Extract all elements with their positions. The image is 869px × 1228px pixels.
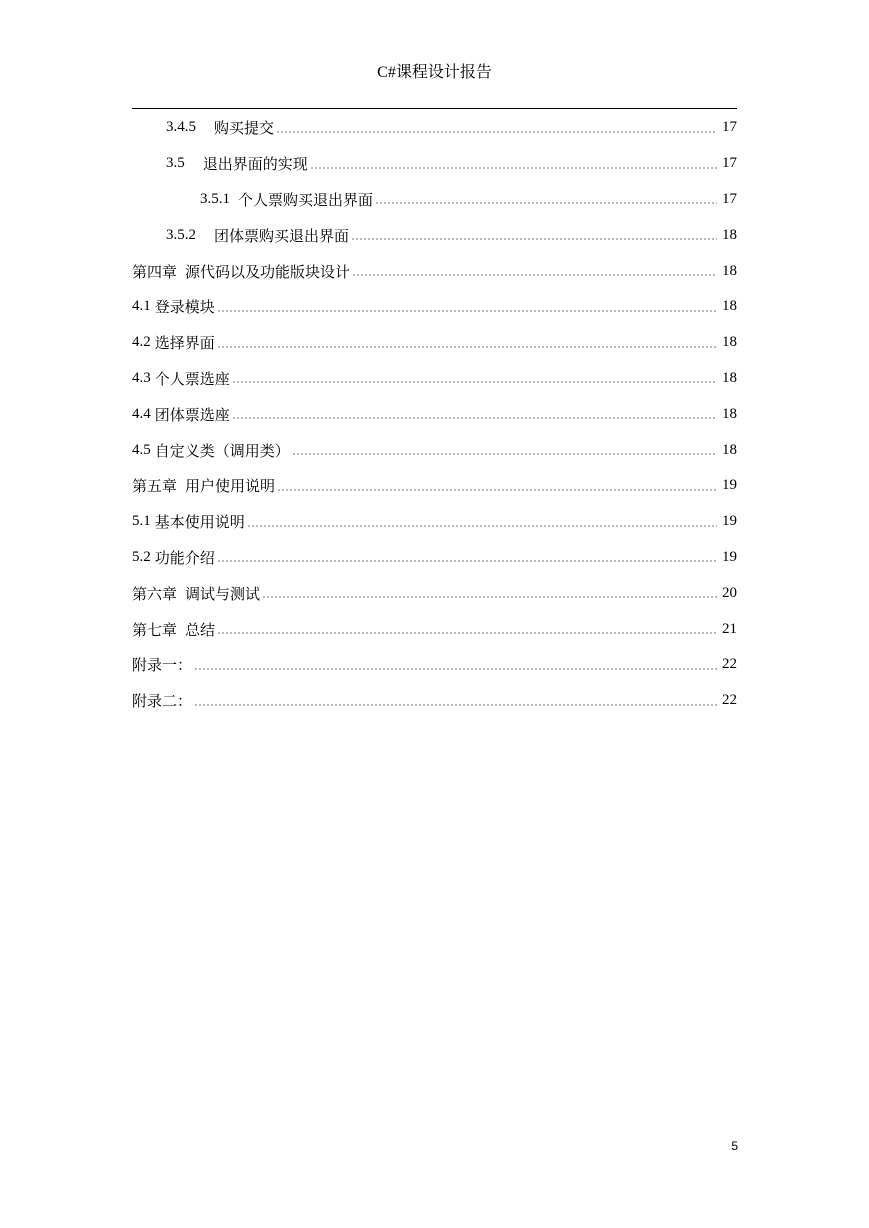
toc-entry-number: 4.4 [132, 405, 151, 422]
toc-dot-leader [247, 524, 717, 528]
toc-entry[interactable] [132, 647, 737, 683]
header-divider [132, 108, 737, 109]
toc-entry-number: 附录一： [132, 658, 193, 675]
toc-dot-leader [292, 452, 717, 456]
toc-entry[interactable] [132, 146, 737, 182]
toc-entry-page: 19 [722, 548, 737, 565]
toc-entry-title: 基本使用说明 [154, 515, 245, 532]
toc-dot-leader [310, 166, 717, 170]
toc-entry[interactable] [132, 540, 737, 576]
toc-entry-page: 18 [722, 405, 737, 422]
toc-dot-leader [232, 380, 717, 384]
toc-dot-leader [351, 237, 717, 241]
toc-entry-number: 4.2 [132, 334, 151, 351]
toc-entry-title: 团体票选座 [154, 407, 230, 424]
toc-entry-title: 源代码以及功能版块设计 [185, 264, 351, 281]
toc-entry-number: 5.1 [132, 513, 151, 530]
toc-entry-number: 第七章 [132, 622, 178, 639]
toc-entry-page: 18 [722, 262, 737, 279]
toc-entry[interactable] [132, 396, 737, 432]
toc-entry-page: 18 [722, 226, 737, 243]
toc-entry-page: 22 [722, 656, 737, 673]
toc-entry-title: 购买提交 [214, 121, 275, 138]
toc-entry-title: 团体票购买退出界面 [214, 228, 350, 245]
table-of-contents [132, 110, 737, 719]
toc-entry-page: 18 [722, 441, 737, 458]
toc-entry-number: 3.5.1 [200, 190, 230, 207]
toc-dot-leader [277, 488, 717, 492]
toc-dot-leader [276, 130, 717, 134]
toc-dot-leader [217, 631, 717, 635]
toc-entry-page: 19 [722, 513, 737, 530]
toc-entry-title: 退出界面的实现 [202, 157, 308, 174]
toc-entry-title: 选择界面 [154, 336, 215, 353]
toc-entry[interactable] [132, 361, 737, 397]
page-number: 5 [731, 1139, 738, 1153]
toc-entry-title: 功能介绍 [154, 550, 215, 567]
toc-dot-leader [217, 345, 717, 349]
page-header-title: C#课程设计报告 [377, 64, 492, 81]
toc-entry[interactable] [132, 611, 737, 647]
toc-entry[interactable] [132, 575, 737, 611]
toc-dot-leader [194, 667, 717, 671]
toc-entry-page: 17 [722, 190, 737, 207]
toc-entry[interactable] [132, 432, 737, 468]
toc-dot-leader [194, 703, 717, 707]
toc-dot-leader [217, 309, 717, 313]
toc-dot-leader [352, 273, 717, 277]
toc-entry-number: 第六章 [132, 586, 178, 603]
toc-entry-number: 4.3 [132, 369, 151, 386]
toc-entry-number: 4.5 [132, 441, 151, 458]
toc-dot-leader [262, 595, 717, 599]
toc-entry-title: 个人票选座 [154, 371, 230, 388]
toc-entry[interactable] [132, 504, 737, 540]
toc-entry-page: 19 [722, 477, 737, 494]
toc-entry-number: 3.4.5 [166, 119, 196, 136]
toc-entry-page: 18 [722, 298, 737, 315]
toc-entry[interactable] [132, 683, 737, 719]
toc-entry-title: 调试与测试 [185, 586, 261, 603]
toc-entry-title: 总结 [185, 622, 216, 639]
toc-dot-leader [232, 416, 717, 420]
toc-entry-page: 17 [722, 119, 737, 136]
toc-entry-page: 17 [722, 155, 737, 172]
toc-entry-number: 第五章 [132, 479, 178, 496]
toc-entry-title: 用户使用说明 [185, 479, 276, 496]
toc-entry-number: 4.1 [132, 298, 151, 315]
toc-entry-number: 3.5.2 [166, 226, 196, 243]
toc-entry-page: 18 [722, 369, 737, 386]
toc-entry[interactable] [132, 468, 737, 504]
toc-entry[interactable] [132, 182, 737, 218]
toc-entry-number: 5.2 [132, 548, 151, 565]
toc-dot-leader [375, 201, 717, 205]
toc-entry[interactable] [132, 110, 737, 146]
toc-entry-number: 第四章 [132, 264, 178, 281]
toc-entry-title: 登录模块 [154, 300, 215, 317]
toc-entry-page: 21 [722, 620, 737, 637]
toc-dot-leader [217, 559, 717, 563]
toc-entry[interactable] [132, 325, 737, 361]
toc-entry-page: 20 [722, 584, 737, 601]
toc-entry-title: 自定义类（调用类） [154, 443, 290, 460]
toc-entry-page: 18 [722, 334, 737, 351]
toc-entry-page: 22 [722, 692, 737, 709]
toc-entry-number: 3.5 [166, 155, 185, 172]
toc-entry[interactable] [132, 217, 737, 253]
toc-entry[interactable] [132, 253, 737, 289]
toc-entry-number: 附录二： [132, 694, 193, 711]
toc-entry-title: 个人票购买退出界面 [238, 192, 374, 209]
toc-entry[interactable] [132, 289, 737, 325]
